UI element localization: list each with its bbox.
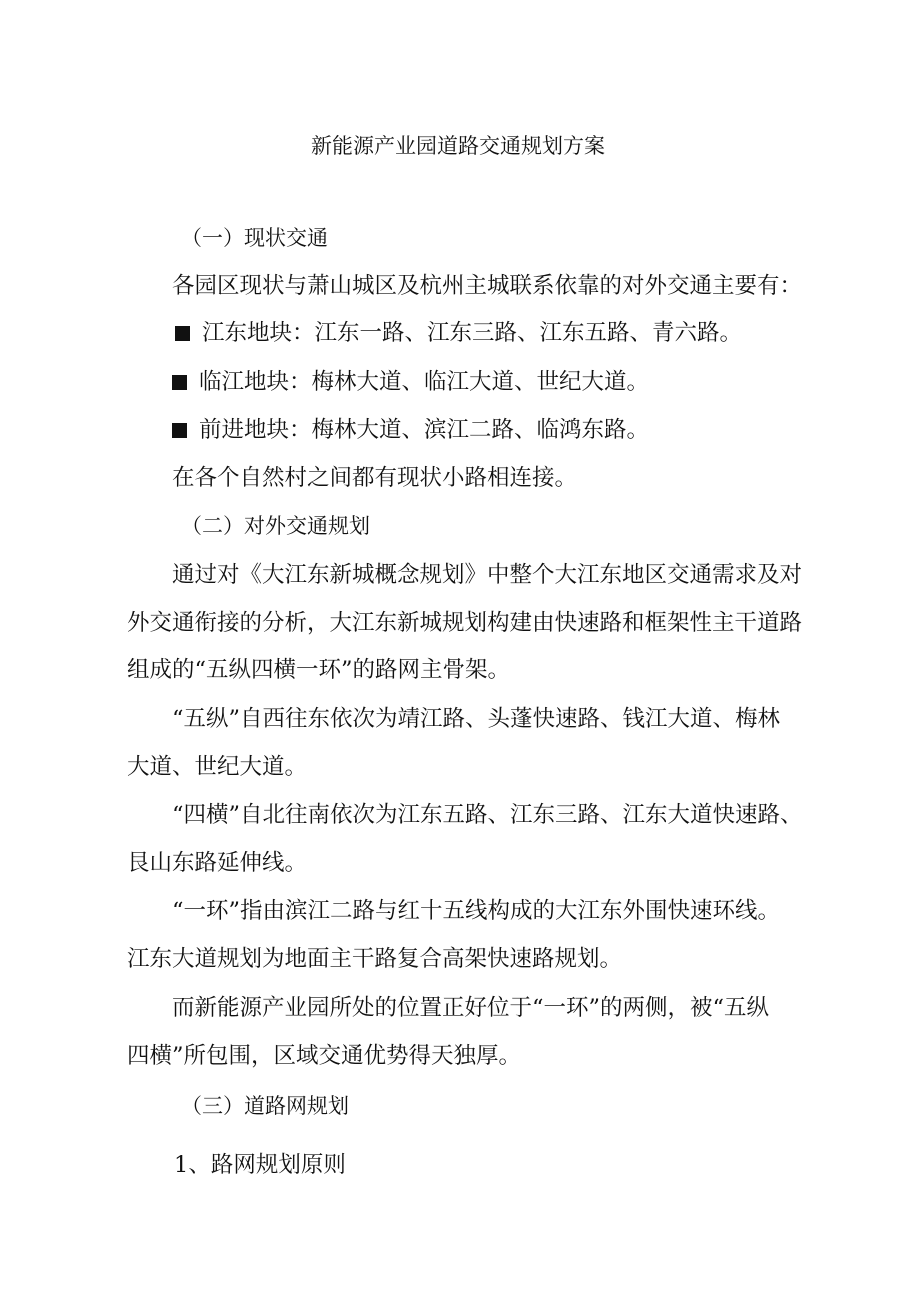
- paragraph-line: 江东大道规划为地面主干路复合高架快速路规划。: [127, 946, 623, 972]
- paragraph-line: 通过对《大江东新城概念规划》中整个大江东地区交通需求及对: [172, 562, 803, 588]
- section-heading-2: （二）对外交通规划: [181, 514, 370, 538]
- paragraph: 各园区现状与萧山城区及杭州主城联系依靠的对外交通主要有：: [172, 273, 803, 299]
- list-item-text: 前进地块：梅林大道、滨江二路、临鸿东路。: [199, 417, 650, 443]
- list-item-text: 江东地块：江东一路、江东三路、江东五路、青六路。: [202, 320, 743, 346]
- section-heading-3: （三）道路网规划: [181, 1094, 349, 1118]
- section-heading-1: （一）现状交通: [181, 226, 328, 250]
- paragraph-line: “一环”指由滨江二路与红十五线构成的大江东外围快速环线。: [172, 898, 781, 924]
- paragraph-line: 外交通衔接的分析，大江东新城规划构建由快速路和框架性主干道路: [127, 610, 803, 636]
- paragraph-line: “四横”自北往南依次为江东五路、江东三路、江东大道快速路、: [172, 802, 803, 828]
- paragraph-line: 组成的“五纵四横一环”的路网主骨架。: [127, 657, 511, 683]
- paragraph-line: 四横”所包围，区域交通优势得天独厚。: [127, 1043, 522, 1069]
- list-item: [172, 415, 649, 445]
- subheading: 1、路网规划原则: [174, 1152, 346, 1178]
- paragraph-line: 艮山东路延伸线。: [127, 850, 308, 876]
- paragraph-line: 大道、世纪大道。: [127, 754, 308, 780]
- list-item: [175, 318, 742, 348]
- square-bullet-icon: [175, 326, 190, 341]
- paragraph-line: 而新能源产业园所处的位置正好位于“一环”的两侧，被“五纵: [172, 995, 770, 1021]
- square-bullet-icon: [172, 375, 187, 390]
- paragraph-line: “五纵”自西往东依次为靖江路、头蓬快速路、钱江大道、梅林: [172, 706, 781, 732]
- page-title: 新能源产业园道路交通规划方案: [311, 134, 605, 158]
- list-item-text: 临江地块：梅林大道、临江大道、世纪大道。: [199, 369, 650, 395]
- paragraph: 在各个自然村之间都有现状小路相连接。: [172, 465, 578, 491]
- list-item: [172, 367, 649, 397]
- square-bullet-icon: [172, 423, 187, 438]
